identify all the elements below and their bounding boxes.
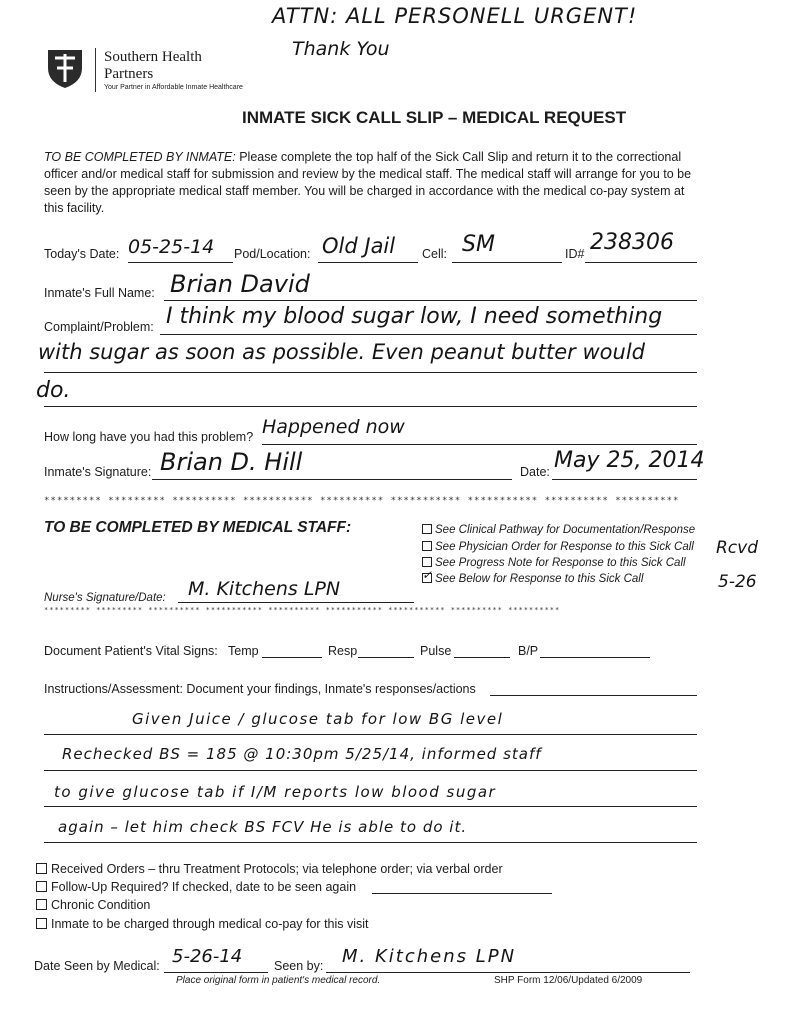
medical-option-2-label: See Physician Order for Response to this Sick Call xyxy=(435,541,694,553)
medical-option-1-checkbox[interactable] xyxy=(422,524,432,534)
assessment-line-3: to give glucose tab if I/M reports low blood sugar xyxy=(54,783,497,801)
instructions-line-3: seen by the appropriate medical staff member. You will be charged in accordance with the medical co-pay system at xyxy=(44,184,685,198)
duration-label: How long have you had this problem? xyxy=(44,430,254,444)
instructions-heading: TO BE COMPLETED BY INMATE: xyxy=(44,150,236,164)
logo-divider xyxy=(95,48,96,92)
complaint-line-1: I think my blood sugar low, I need something xyxy=(166,304,663,329)
medical-option-3[interactable] xyxy=(422,557,686,569)
resp-label: Resp xyxy=(328,644,358,658)
complaint-line-3: do. xyxy=(36,378,71,403)
medical-option-4[interactable] xyxy=(422,573,643,585)
bp-label: B/P xyxy=(518,644,539,658)
order-received-label: Received Orders – thru Treatment Protocols; via telephone order; via verbal order xyxy=(51,862,503,876)
order-chronic[interactable] xyxy=(36,898,150,912)
id-value: 238306 xyxy=(590,230,674,255)
todays-date-label: Today's Date: xyxy=(44,247,120,261)
medical-option-2-checkbox[interactable] xyxy=(422,541,432,551)
order-copay[interactable] xyxy=(36,917,369,931)
order-follow-up[interactable] xyxy=(36,880,356,894)
order-follow-up-label: Follow-Up Required? If checked, date to be seen again xyxy=(51,880,357,894)
pulse-field[interactable] xyxy=(454,640,510,658)
order-copay-checkbox[interactable] xyxy=(36,918,47,929)
temp-label: Temp xyxy=(228,644,259,658)
medical-option-4-checkbox[interactable] xyxy=(422,573,432,583)
logo-name-line2: Partners xyxy=(104,66,154,82)
complaint-line-2: with sugar as soon as possible. Even peanut butter would xyxy=(38,340,645,364)
medical-option-1[interactable] xyxy=(422,524,695,536)
vitals-label: Document Patient's Vital Signs: xyxy=(44,644,218,658)
nurse-signature-label: Nurse's Signature/Date: xyxy=(44,592,166,604)
medical-section-heading: TO BE COMPLETED BY MEDICAL STAFF: xyxy=(44,519,352,536)
id-label: ID# xyxy=(565,247,585,261)
assessment-line-4: again – let him check BS FCV He is able to do it. xyxy=(58,818,468,836)
pod-location-value: Old Jail xyxy=(322,234,396,258)
bp-field[interactable] xyxy=(540,640,650,658)
shield-icon xyxy=(44,46,86,90)
order-copay-label: Inmate to be charged through medical co-pay for this visit xyxy=(51,917,369,931)
order-received-checkbox[interactable] xyxy=(36,863,47,874)
form-title: INMATE SICK CALL SLIP – MEDICAL REQUEST xyxy=(242,108,627,127)
nurse-divider: ********* ********* ********** *********** ********** *********** *********** ********** ********** xyxy=(44,606,561,614)
cell-value: SM xyxy=(462,232,495,257)
resp-field[interactable] xyxy=(358,640,414,658)
received-note: Rcvd xyxy=(716,538,759,558)
order-follow-up-checkbox[interactable] xyxy=(36,881,47,892)
signature-date-label: Date: xyxy=(520,465,550,479)
medical-option-2[interactable] xyxy=(422,541,694,553)
instructions-line-2: officer and/or medical staff for submission and review by the medical staff. The medical staff will arrange for you to be xyxy=(44,167,692,181)
section-divider: ********* ********* ********** *********** ********** *********** *********** ********** ********** xyxy=(44,496,680,506)
seen-by-value: M. Kitchens LPN xyxy=(342,946,517,967)
seen-by-label: Seen by: xyxy=(274,959,324,973)
complaint-label: Complaint/Problem: xyxy=(44,320,154,334)
date-seen-label: Date Seen by Medical: xyxy=(34,959,160,973)
medical-option-1-label: See Clinical Pathway for Documentation/Response xyxy=(435,524,696,536)
pod-location-label: Pod/Location: xyxy=(234,247,311,261)
instructions-line-1 xyxy=(44,150,681,164)
temp-field[interactable] xyxy=(262,640,322,658)
medical-option-4-label: See Below for Response to this Sick Call xyxy=(435,573,644,585)
assessment-line-2: Rechecked BS = 185 @ 10:30pm 5/25/14, informed staff xyxy=(62,745,542,763)
full-name-value: Brian David xyxy=(170,270,310,298)
complaint-field-line-3[interactable] xyxy=(44,382,697,407)
assessment-label: Instructions/Assessment: Document your findings, Inmate's responses/actions xyxy=(44,682,476,696)
pulse-label: Pulse xyxy=(420,644,452,658)
logo-name-line1: Southern Health xyxy=(104,49,202,65)
received-date-note: 5-26 xyxy=(718,572,757,592)
todays-date-value: 05-25-14 xyxy=(128,236,215,258)
assessment-line-1: Given Juice / glucose tab for low BG level xyxy=(132,710,504,728)
inmate-signature-value: Brian D. Hill xyxy=(160,448,303,476)
date-seen-value: 5-26-14 xyxy=(172,946,243,967)
assessment-label-line[interactable] xyxy=(490,678,697,696)
handwritten-thank-you: Thank You xyxy=(292,38,390,60)
cell-label: Cell: xyxy=(422,247,448,261)
inmate-signature-label: Inmate's Signature: xyxy=(44,465,152,479)
order-chronic-label: Chronic Condition xyxy=(51,898,151,912)
handwritten-urgent-note: ATTN: ALL PERSONELL URGENT! xyxy=(272,4,638,28)
medical-option-3-checkbox[interactable] xyxy=(422,557,432,567)
place-original-note: Place original form in patient's medical record. xyxy=(176,975,381,986)
nurse-signature-value: M. Kitchens LPN xyxy=(188,578,341,600)
follow-up-date-field[interactable] xyxy=(372,876,552,894)
signature-date-value: May 25, 2014 xyxy=(554,448,705,473)
form-number: SHP Form 12/06/Updated 6/2009 xyxy=(494,975,643,986)
logo xyxy=(44,46,86,95)
order-chronic-checkbox[interactable] xyxy=(36,899,47,910)
instructions-text-1: Please complete the top half of the Sick Call Slip and return it to the correctional xyxy=(239,150,682,164)
instructions-line-4: this facility. xyxy=(44,201,105,215)
full-name-label: Inmate's Full Name: xyxy=(44,286,155,300)
medical-option-3-label: See Progress Note for Response to this Sick Call xyxy=(435,557,686,569)
duration-value: Happened now xyxy=(262,416,405,438)
order-received[interactable] xyxy=(36,862,503,876)
logo-tagline: Your Partner in Affordable Inmate Healthcare xyxy=(104,84,243,91)
